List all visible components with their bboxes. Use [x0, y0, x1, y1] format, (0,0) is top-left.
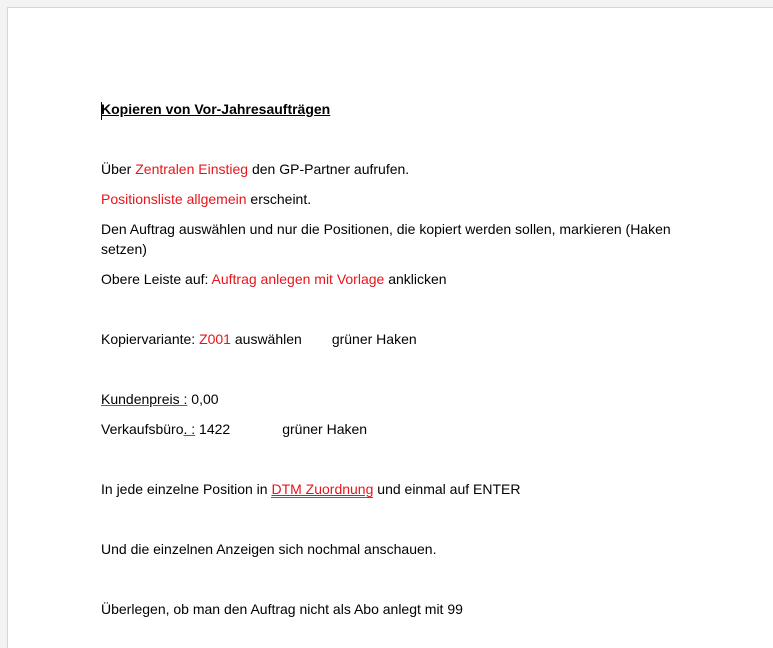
highlight-text: Auftrag anlegen mit Vorlage [211, 271, 385, 287]
paragraph-anzeigen: Und die einzelnen Anzeigen sich nochmal anschauen. [101, 541, 437, 557]
paragraph-zentraler-einstieg [101, 159, 409, 179]
paragraph-positionsliste [101, 189, 311, 209]
paragraph-verkaufsbuero [101, 419, 367, 439]
field-label: Verkaufsbüro [101, 421, 184, 437]
field-value: 1422 [195, 421, 231, 437]
document-title: Kopieren von Vor-Jahresaufträgen [101, 101, 331, 117]
paragraph-text: Über [101, 161, 136, 177]
field-label-separator: . : [183, 421, 196, 437]
paragraph-obere-leiste [101, 269, 447, 289]
paragraph-text: grüner Haken [331, 331, 417, 347]
highlight-text: Z001 [199, 331, 231, 347]
paragraph-text: erscheint. [246, 191, 312, 207]
paragraph-kopiervariante [101, 329, 417, 349]
document-page[interactable] [7, 7, 773, 648]
highlight-text: Positionsliste allgemein [101, 191, 247, 207]
field-value: 0,00 [187, 391, 219, 407]
paragraph-text: grüner Haken [282, 421, 368, 437]
highlight-text: Zentralen Einstieg [135, 161, 249, 177]
paragraph-abo: Überlegen, ob man den Auftrag nicht als Abo anlegt mit 99 [101, 601, 463, 617]
field-label: Kundenpreis : [101, 391, 188, 407]
paragraph-text: Kopiervariante: [101, 331, 200, 347]
paragraph-text: Obere Leiste auf: [101, 271, 212, 287]
paragraph-text: und einmal auf ENTER [373, 481, 521, 497]
paragraph-dtm-zuordnung [101, 479, 520, 499]
paragraph-text: auswählen [230, 331, 302, 347]
paragraph-kundenpreis [101, 389, 219, 409]
paragraph-text: In jede einzelne Position in [101, 481, 272, 497]
highlight-text: DTM Zuordnung [271, 481, 374, 497]
paragraph-text: anklicken [384, 271, 447, 287]
paragraph-auftrag-auswaehlen: Den Auftrag auswählen und nur die Positionen, die kopiert werden sollen, markieren (Haken setzen) [101, 221, 671, 257]
paragraph-text: den GP-Partner aufrufen. [248, 161, 410, 177]
